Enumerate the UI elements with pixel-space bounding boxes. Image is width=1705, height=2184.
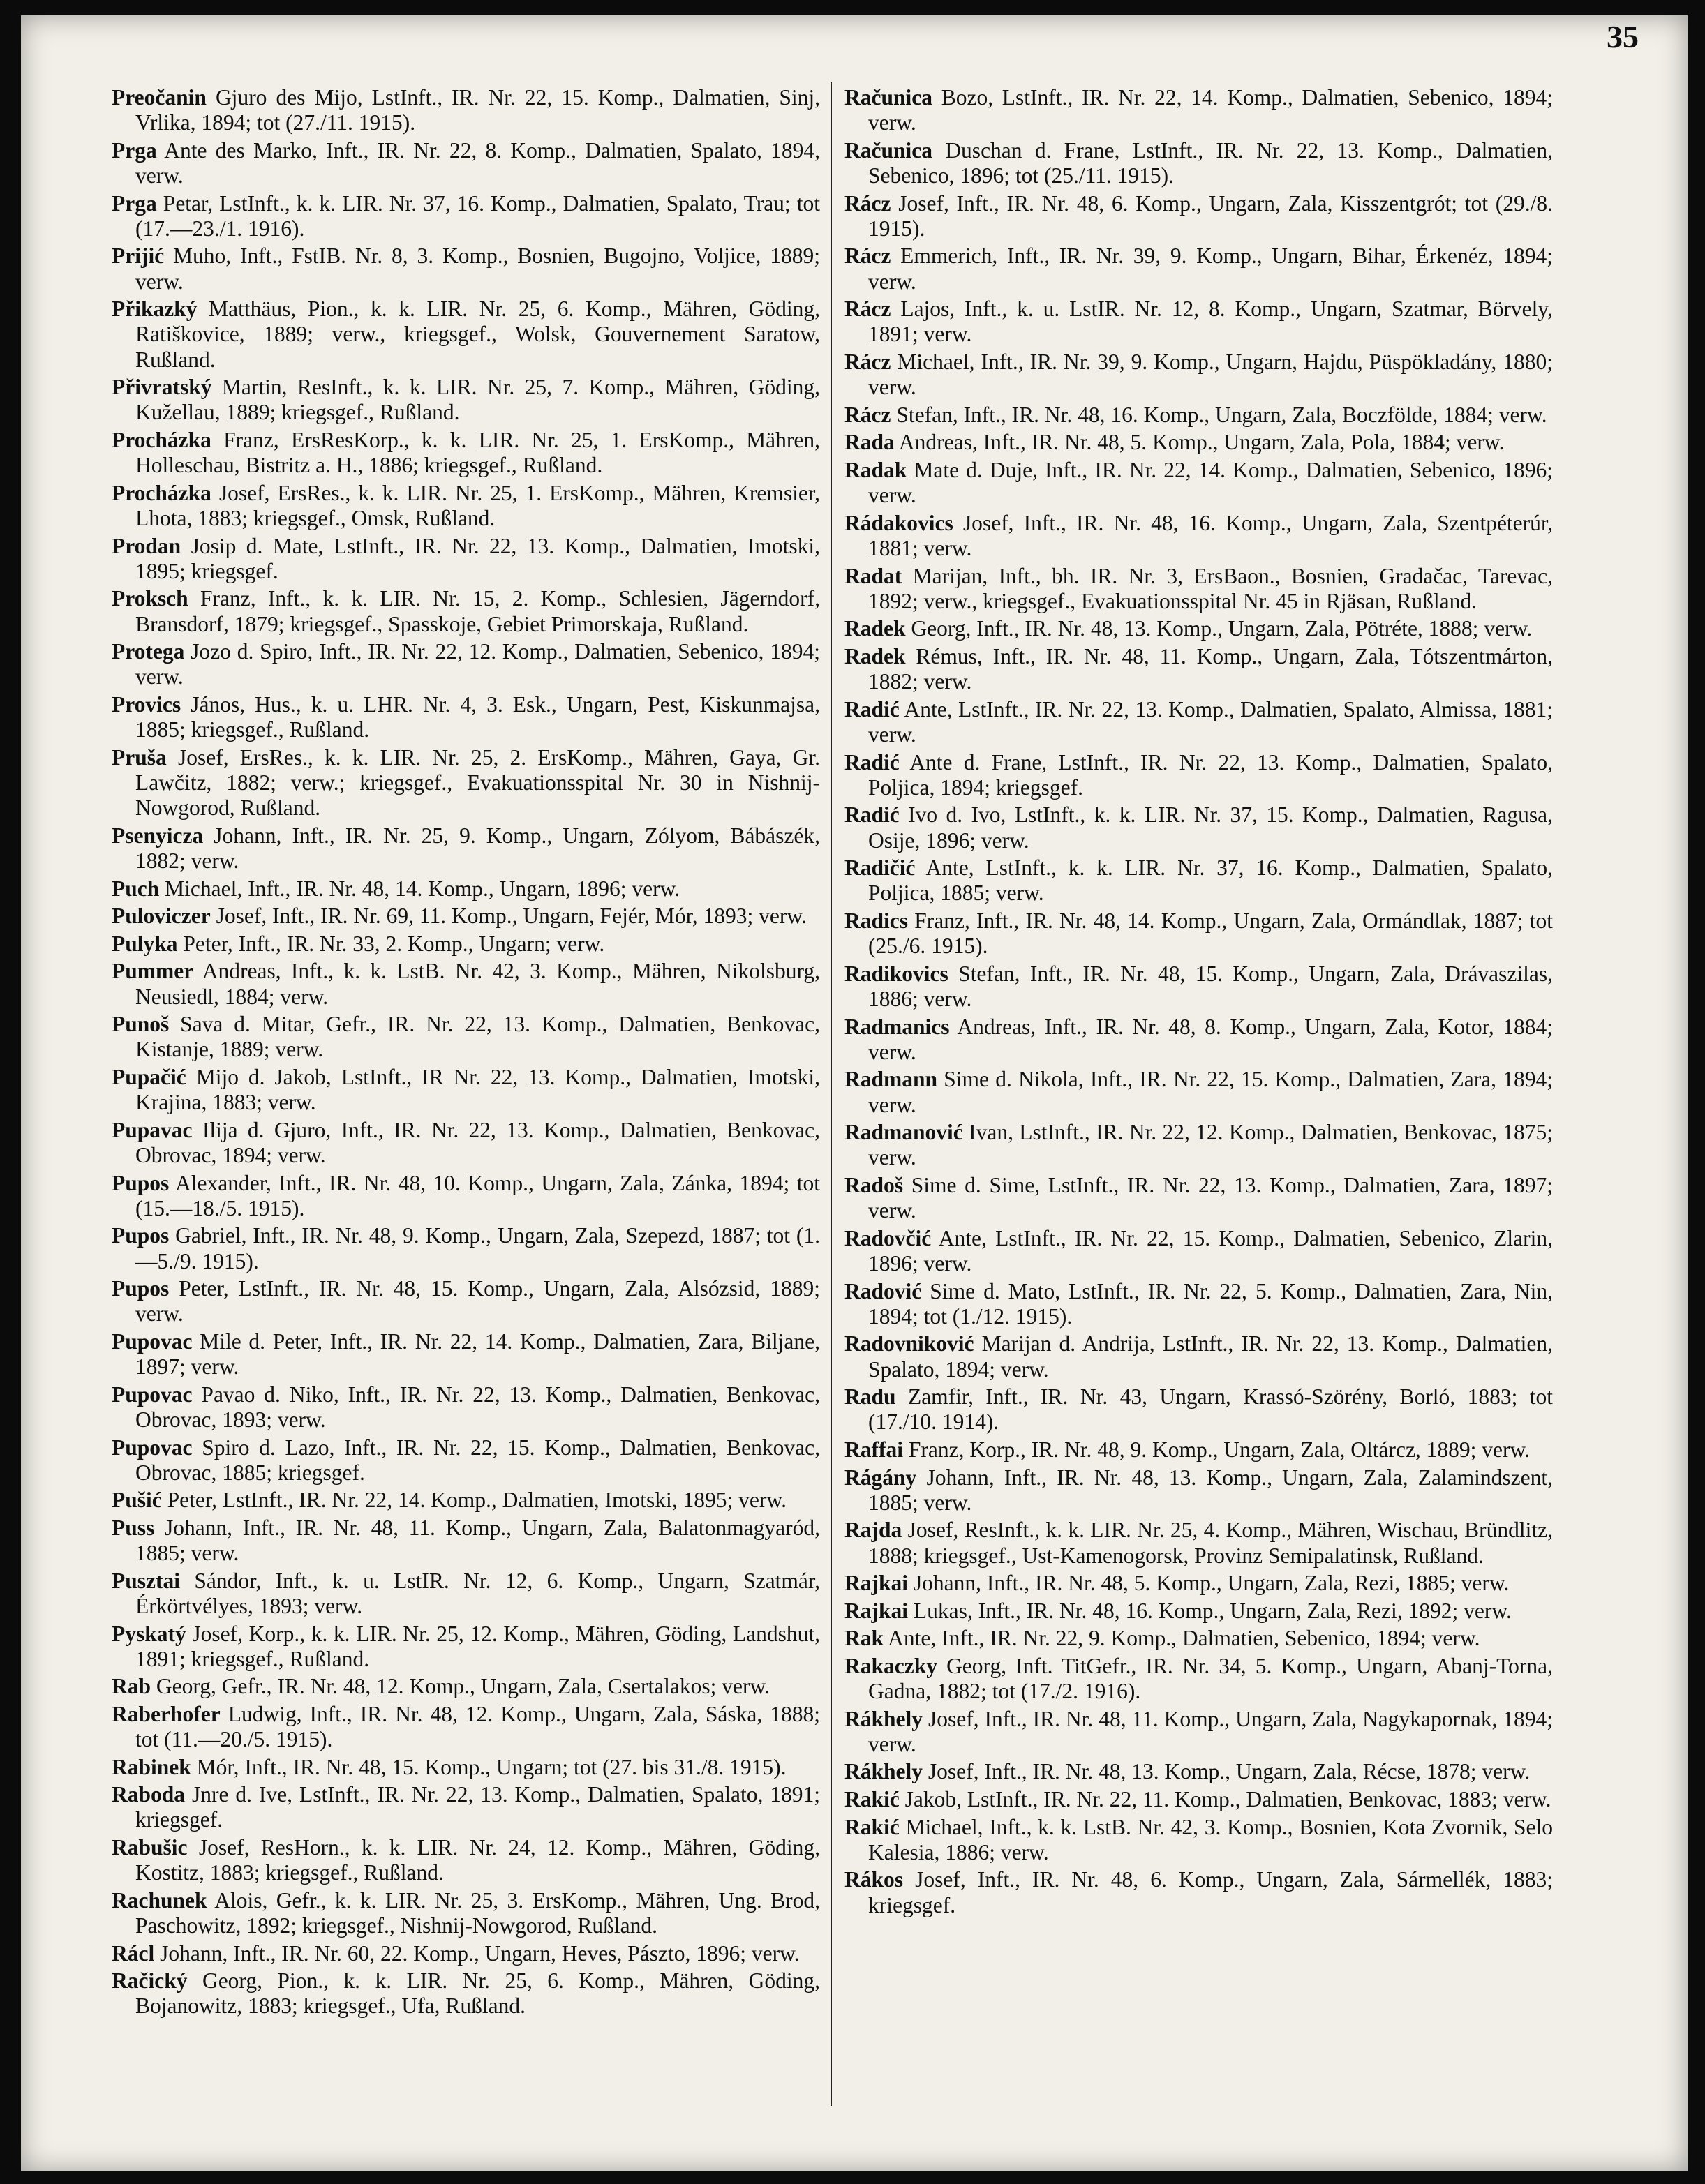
entry-details: Josef, Korp., k. k. LIR. Nr. 25, 12. Komp., Mähren, Göding, Landshut, 1891; kriegsgef., Rußland. [135, 1621, 820, 1671]
list-entry [112, 1516, 820, 1566]
entry-details: Jakob, LstInft., IR. Nr. 22, 11. Komp., Dalmatien, Benkovac, 1883; verw. [904, 1787, 1551, 1812]
list-entry [112, 1782, 820, 1832]
entry-details: Ante, Inft., IR. Nr. 22, 9. Komp., Dalmatien, Sebenico, 1894; verw. [888, 1626, 1480, 1651]
entry-details: Josef, Inft., IR. Nr. 69, 11. Komp., Ungarn, Fejér, Mór, 1893; verw. [216, 904, 807, 929]
entry-surname: Přikazký [112, 297, 198, 322]
list-entry [112, 191, 820, 241]
list-entry [112, 1488, 820, 1513]
entry-details: Mór, Inft., IR. Nr. 48, 15. Komp., Ungarn; tot (27. bis 31./8. 1915). [196, 1754, 787, 1779]
list-entry [844, 802, 1553, 853]
entry-details: Georg, Pion., k. k. LIR. Nr. 25, 6. Komp., Mähren, Göding, Bojanowitz, 1883; kriegsgef., Ufa, Rußland. [135, 1968, 821, 2019]
entry-surname: Rachunek [112, 1887, 207, 1913]
entry-details: Mate d. Duje, Inft., IR. Nr. 22, 14. Komp., Dalmatien, Sebenico, 1896; verw. [868, 457, 1553, 508]
entry-details: Josef, Inft., IR. Nr. 48, 11. Komp., Ungarn, Zala, Nagykapornak, 1894; verw. [868, 1706, 1553, 1756]
entry-surname: Radmann [844, 1067, 938, 1092]
entry-details: Stefan, Inft., IR. Nr. 48, 15. Komp., Ungarn, Zala, Drávaszilas, 1886; verw. [868, 961, 1554, 1011]
entry-details: Josef, Inft., IR. Nr. 48, 16. Komp., Ungarn, Zala, Szentpéterúr, 1881; verw. [868, 510, 1553, 560]
column-divider [831, 82, 832, 2106]
entry-surname: Pupos [112, 1223, 170, 1248]
list-entry [112, 1835, 820, 1885]
entry-surname: Pupačić [112, 1064, 186, 1089]
entry-details: Josef, Inft., IR. Nr. 48, 6. Komp., Ungarn, Zala, Sármellék, 1883; kriegsgef. [868, 1867, 1554, 1917]
entry-surname: Rabušic [112, 1835, 188, 1860]
entry-surname: Pusztai [112, 1568, 180, 1593]
list-entry [112, 1171, 820, 1221]
entry-details: Rémus, Inft., IR. Nr. 48, 11. Komp., Ungarn, Zala, Tótszentmárton, 1882; verw. [868, 643, 1553, 694]
list-entry [844, 616, 1553, 641]
list-entry [112, 1065, 820, 1115]
entry-surname: Rabinek [112, 1754, 191, 1779]
list-entry [112, 481, 820, 531]
entry-surname: Přivratský [112, 375, 212, 400]
list-entry [844, 1654, 1553, 1704]
entry-details: Emmerich, Inft., IR. Nr. 39, 9. Komp., Ungarn, Bihar, Érkenéz, 1894; verw. [868, 244, 1553, 294]
list-entry [844, 1707, 1553, 1757]
list-entry [112, 1888, 820, 1938]
entry-surname: Preočanin [112, 85, 207, 110]
entry-surname: Rab [112, 1674, 151, 1699]
list-entry [844, 1279, 1553, 1329]
entry-details: Ludwig, Inft., IR. Nr. 48, 12. Komp., Ungarn, Zala, Sáska, 1888; tot (11.—20./5. 1915). [135, 1701, 821, 1752]
entry-details: Mile d. Peter, Inft., IR. Nr. 22, 14. Komp., Dalmatien, Zara, Biljane, 1897; verw. [135, 1329, 821, 1379]
entry-surname: Puch [112, 876, 160, 901]
list-entry [112, 244, 820, 294]
entry-details: Ivan, LstInft., IR. Nr. 22, 12. Komp., Dalmatien, Benkovac, 1875; verw. [868, 1120, 1554, 1170]
list-entry [844, 1599, 1553, 1624]
list-entry [844, 1759, 1553, 1784]
entry-details: Georg, Inft. TitGefr., IR. Nr. 34, 5. Komp., Ungarn, Abanj-Torna, Gadna, 1882; tot (17./2. 1916). [868, 1653, 1553, 1704]
list-entry [112, 1941, 820, 1966]
entry-surname: Računica [844, 137, 932, 163]
list-entry [112, 1569, 820, 1619]
entry-details: Ante, LstInft., IR. Nr. 22, 13. Komp., Dalmatien, Spalato, Almissa, 1881; verw. [868, 696, 1553, 747]
list-entry [844, 1867, 1553, 1917]
entry-details: Josip d. Mate, LstInft., IR. Nr. 22, 13. Komp., Dalmatien, Imotski, 1895; kriegsgef. [135, 533, 820, 583]
entry-details: Ivo d. Ivo, LstInft., k. k. LIR. Nr. 37, 15. Komp., Dalmatien, Ragusa, Osije, 1896; verw. [868, 802, 1554, 853]
list-entry [844, 1331, 1553, 1382]
entry-surname: Rakić [844, 1814, 900, 1839]
entry-details: Bozo, LstInft., IR. Nr. 22, 14. Komp., Dalmatien, Sebenico, 1894; verw. [868, 85, 1554, 135]
entry-details: Peter, LstInft., IR. Nr. 22, 14. Komp., Dalmatien, Imotski, 1895; verw. [167, 1488, 787, 1513]
entry-details: Johann, Inft., IR. Nr. 48, 5. Komp., Ungarn, Zala, Rezi, 1885; verw. [913, 1571, 1510, 1596]
entry-surname: Pulyka [112, 931, 178, 956]
entry-details: Jnre d. Ive, LstInft., IR. Nr. 22, 13. Komp., Dalmatien, Spalato, 1891; kriegsgef. [135, 1782, 821, 1832]
list-entry [844, 1465, 1553, 1516]
entry-surname: Radović [844, 1278, 922, 1303]
entry-surname: Pupovac [112, 1329, 193, 1354]
entry-details: Ante d. Frane, LstInft., IR. Nr. 22, 13. Komp., Dalmatien, Spalato, Poljica, 1894; kriegsgef. [868, 749, 1553, 800]
list-entry [844, 297, 1553, 347]
list-entry [112, 745, 820, 821]
entry-details: Sime d. Nikola, Inft., IR. Nr. 22, 15. Komp., Dalmatien, Zara, 1894; verw. [868, 1067, 1553, 1117]
entry-surname: Radovčić [844, 1225, 932, 1250]
entry-surname: Proksch [112, 586, 188, 611]
entry-details: Peter, LstInft., IR. Nr. 48, 15. Komp., Ungarn, Zala, Alsózsid, 1889; verw. [135, 1276, 821, 1326]
entry-surname: Rácz [844, 402, 891, 427]
list-entry [844, 430, 1553, 455]
entry-details: Johann, Inft., IR. Nr. 25, 9. Komp., Ungarn, Zólyom, Bábászék, 1882; verw. [135, 823, 821, 873]
entry-surname: Rákhely [844, 1706, 923, 1731]
entry-surname: Pummer [112, 959, 194, 984]
entry-surname: Provics [112, 691, 181, 717]
entry-surname: Radmanović [844, 1120, 963, 1145]
entry-surname: Pupos [112, 1170, 170, 1195]
entry-details: Johann, Inft., IR. Nr. 60, 22. Komp., Ungarn, Heves, Pászto, 1896; verw. [160, 1940, 800, 1966]
entry-surname: Rákhely [844, 1759, 923, 1784]
entry-surname: Rajkai [844, 1571, 909, 1596]
list-entry [112, 1755, 820, 1780]
entry-surname: Raffai [844, 1437, 903, 1462]
entry-surname: Raberhofer [112, 1701, 221, 1726]
list-entry [844, 1120, 1553, 1170]
entry-surname: Računica [844, 85, 932, 110]
page-number: 35 [1607, 19, 1639, 54]
entry-details: Mijo d. Jakob, LstInft., IR Nr. 22, 13. Komp., Dalmatien, Imotski, Krajina, 1883; verw. [135, 1064, 821, 1115]
entry-surname: Radić [844, 802, 900, 828]
entry-surname: Rákos [844, 1867, 904, 1892]
entry-surname: Radić [844, 696, 900, 721]
entry-details: Franz, Korp., IR. Nr. 48, 9. Komp., Ungarn, Zala, Oltárcz, 1889; verw. [908, 1437, 1531, 1462]
entry-surname: Procházka [112, 427, 211, 452]
entry-surname: Pupovac [112, 1435, 193, 1460]
entry-surname: Radmanics [844, 1014, 950, 1039]
list-entry [844, 85, 1553, 135]
entry-surname: Pušić [112, 1488, 162, 1513]
entry-details: Josef, Inft., IR. Nr. 48, 13. Komp., Ungarn, Zala, Récse, 1878; verw. [928, 1759, 1531, 1784]
entry-details: Sava d. Mitar, Gefr., IR. Nr. 22, 13. Komp., Dalmatien, Benkovac, Kistanje, 1889; verw. [135, 1012, 820, 1062]
list-entry [112, 1622, 820, 1672]
entry-details: Martin, ResInft., k. k. LIR. Nr. 25, 7. Komp., Mähren, Göding, Kužellau, 1889; kriegsgef., Rußland. [135, 375, 820, 425]
entry-details: Sime d. Mato, LstInft., IR. Nr. 22, 5. Komp., Dalmatien, Zara, Nin, 1894; tot (1./12. 1915). [868, 1278, 1554, 1329]
list-entry [844, 1571, 1553, 1596]
list-entry [112, 1674, 820, 1699]
entry-surname: Rádakovics [844, 510, 953, 535]
document-page [21, 15, 1688, 2171]
entry-details: Lukas, Inft., IR. Nr. 48, 16. Komp., Ungarn, Zala, Rezi, 1892; verw. [913, 1598, 1512, 1623]
entry-details: Josef, ResInft., k. k. LIR. Nr. 25, 4. Komp., Mähren, Wischau, Bründlitz, 1888; kriegsgef., Ust-Kamenogorsk, Provinz Semipalatinsk, Rußland. [868, 1518, 1554, 1568]
entry-surname: Prga [112, 137, 157, 163]
entry-details: Marijan, Inft., bh. IR. Nr. 3, ErsBaon., Bosnien, Gradačac, Tarevac, 1892; verw., kriegsgef., Evakuationsspital Nr. 45 in Rjäsan, Rußland. [868, 563, 1553, 613]
entry-details: Duschan d. Frane, LstInft., IR. Nr. 22, 13. Komp., Dalmatien, Sebenico, 1896; tot (25./11. 1915). [868, 137, 1554, 188]
list-entry [112, 692, 820, 742]
entry-details: Michael, Inft., IR. Nr. 39, 9. Komp., Ungarn, Hajdu, Püspökladány, 1880; verw. [868, 349, 1553, 400]
entry-details: Georg, Gefr., IR. Nr. 48, 12. Komp., Ungarn, Zala, Csertalakos; verw. [156, 1674, 770, 1699]
entry-surname: Protega [112, 639, 185, 664]
entry-surname: Rakić [844, 1787, 900, 1812]
list-entry [112, 932, 820, 957]
list-entry [112, 375, 820, 425]
entry-details: Gabriel, Inft., IR. Nr. 48, 9. Komp., Ungarn, Zala, Szepezd, 1887; tot (1.—5./9. 1915). [135, 1223, 820, 1273]
entry-details: Zamfir, Inft., IR. Nr. 43, Ungarn, Krassó-Szörény, Borló, 1883; tot (17./10. 1914). [868, 1384, 1553, 1435]
entry-surname: Pupos [112, 1276, 170, 1301]
entry-surname: Prodan [112, 533, 181, 558]
entry-surname: Rágány [844, 1465, 917, 1490]
entry-details: Sándor, Inft., k. u. LstIR. Nr. 12, 6. Komp., Ungarn, Szatmár, Érkörtvélyes, 1893; verw. [135, 1568, 821, 1618]
list-entry [112, 138, 820, 188]
entry-details: Franz, Inft., k. k. LIR. Nr. 15, 2. Komp., Schlesien, Jägerndorf, Bransdorf, 1879; kriegsgef., Spasskoje, Gebiet Primorskaja, Rußland. [135, 586, 821, 636]
left-column [112, 85, 820, 2021]
list-entry [844, 750, 1553, 800]
entry-details: Stefan, Inft., IR. Nr. 48, 16. Komp., Ungarn, Zala, Boczfölde, 1884; verw. [896, 402, 1547, 427]
entry-details: Marijan d. Andrija, LstInft., IR. Nr. 22, 13. Komp., Dalmatien, Spalato, 1894; verw. [868, 1331, 1553, 1382]
entry-details: Lajos, Inft., k. u. LstIR. Nr. 12, 8. Komp., Ungarn, Szatmar, Börvely, 1891; verw. [868, 297, 1553, 347]
entry-surname: Rácz [844, 349, 891, 374]
entry-surname: Prijić [112, 244, 165, 269]
entry-surname: Rakaczky [844, 1653, 937, 1678]
list-entry [844, 1067, 1553, 1117]
list-entry [112, 1223, 820, 1273]
list-entry [844, 855, 1553, 906]
list-entry [844, 1626, 1553, 1651]
list-entry [112, 1382, 820, 1433]
entry-surname: Radoš [844, 1172, 904, 1197]
entry-surname: Rak [844, 1626, 884, 1651]
entry-details: Alois, Gefr., k. k. LIR. Nr. 25, 3. ErsKomp., Mähren, Ung. Brod, Paschowitz, 1892; kriegsgef., Nishnij-Nowgorod, Rußland. [135, 1887, 821, 1938]
entry-details: Pavao d. Niko, Inft., IR. Nr. 22, 13. Komp., Dalmatien, Benkovac, Obrovac, 1893; verw. [135, 1382, 820, 1432]
entry-details: Petar, LstInft., k. k. LIR. Nr. 37, 16. Komp., Dalmatien, Spalato, Trau; tot (17.—23./1. 1916). [135, 190, 820, 241]
entry-surname: Rácz [844, 244, 891, 269]
entry-details: Ante, LstInft., IR. Nr. 22, 15. Komp., Dalmatien, Sebenico, Zlarin, 1896; verw. [868, 1225, 1553, 1276]
list-entry [112, 297, 820, 373]
list-entry [844, 191, 1553, 241]
entry-surname: Psenyicza [112, 823, 204, 848]
entry-details: Josef, ErsRes., k. k. LIR. Nr. 25, 2. ErsKomp., Mähren, Gaya, Gr. Lawčitz, 1882; verw.; kriegsgef., Evakuationsspital Nr. 30 in Nishnij-Nowgorod, Rußland. [135, 745, 820, 821]
entry-surname: Radek [844, 616, 906, 641]
entry-details: Spiro d. Lazo, Inft., IR. Nr. 22, 15. Komp., Dalmatien, Benkovac, Obrovac, 1885; kriegsgef. [135, 1435, 820, 1485]
entry-details: Gjuro des Mijo, LstInft., IR. Nr. 22, 15. Komp., Dalmatien, Sinj, Vrlika, 1894; tot (27./11. 1915). [135, 85, 820, 135]
entry-details: Peter, Inft., IR. Nr. 33, 2. Komp., Ungarn; verw. [183, 931, 605, 956]
entry-surname: Pruša [112, 745, 167, 770]
list-entry [844, 350, 1553, 400]
list-entry [112, 1276, 820, 1326]
entry-surname: Pyskatý [112, 1621, 186, 1646]
list-entry [112, 1118, 820, 1168]
entry-details: Alexander, Inft., IR. Nr. 48, 10. Komp., Ungarn, Zala, Zánka, 1894; tot (15.—18./5. 1915). [135, 1170, 820, 1220]
entry-surname: Raboda [112, 1782, 186, 1807]
list-entry [112, 823, 820, 874]
entry-surname: Punoš [112, 1012, 170, 1037]
entry-surname: Radics [844, 908, 909, 933]
entry-details: Josef, ResHorn., k. k. LIR. Nr. 24, 12. Komp., Mähren, Göding, Kostitz, 1883; kriegsgef., Rußland. [135, 1835, 820, 1885]
list-entry [844, 511, 1553, 561]
list-entry [844, 1815, 1553, 1865]
entry-surname: Rácz [844, 297, 891, 322]
list-entry [844, 564, 1553, 614]
entry-surname: Prga [112, 190, 157, 216]
entry-surname: Radić [844, 749, 900, 775]
entry-details: Franz, Inft., IR. Nr. 48, 14. Komp., Ungarn, Zala, Ormándlak, 1887; tot (25./6. 1915). [868, 908, 1553, 959]
list-entry [844, 1437, 1553, 1463]
entry-details: Franz, ErsResKorp., k. k. LIR. Nr. 25, 1. ErsKomp., Mähren, Holleschau, Bistritz a. H., 1886; kriegsgef., Rußland. [135, 427, 821, 478]
entry-surname: Radat [844, 563, 902, 588]
list-entry [112, 639, 820, 689]
entry-surname: Radovniković [844, 1331, 974, 1356]
entry-surname: Radek [844, 643, 906, 668]
entry-surname: Rada [844, 430, 895, 455]
list-entry [844, 1226, 1553, 1276]
list-entry [844, 244, 1553, 294]
entry-details: Sime d. Sime, LstInft., IR. Nr. 22, 13. Komp., Dalmatien, Zara, 1897; verw. [868, 1172, 1554, 1223]
entry-details: Andreas, Inft., IR. Nr. 48, 8. Komp., Ungarn, Zala, Kotor, 1884; verw. [868, 1014, 1553, 1064]
list-entry [844, 1015, 1553, 1065]
list-entry [112, 959, 820, 1009]
entry-surname: Račický [112, 1968, 188, 1994]
list-entry [112, 1329, 820, 1379]
list-entry [844, 644, 1553, 694]
list-entry [844, 138, 1553, 188]
entry-details: Michael, Inft., k. k. LstB. Nr. 42, 3. Komp., Bosnien, Kota Zvornik, Selo Kalesia, 1886; verw. [868, 1814, 1554, 1864]
list-entry [112, 1968, 820, 2019]
entry-surname: Rácz [844, 190, 891, 216]
entry-details: Andreas, Inft., k. k. LstB. Nr. 42, 3. Komp., Mähren, Nikolsburg, Neusiedl, 1884; verw. [135, 959, 821, 1009]
entry-surname: Radak [844, 457, 907, 482]
entry-details: Andreas, Inft., IR. Nr. 48, 5. Komp., Ungarn, Zala, Pola, 1884; verw. [898, 430, 1505, 455]
list-entry [844, 962, 1553, 1012]
entry-details: Michael, Inft., IR. Nr. 48, 14. Komp., Ungarn, 1896; verw. [165, 876, 680, 901]
list-entry [844, 403, 1553, 428]
entry-surname: Rácl [112, 1940, 155, 1966]
entry-surname: Rajda [844, 1518, 902, 1543]
entry-details: Ante des Marko, Inft., IR. Nr. 22, 8. Komp., Dalmatien, Spalato, 1894, verw. [135, 137, 820, 188]
list-entry [112, 1435, 820, 1486]
right-column [844, 85, 1553, 1920]
list-entry [112, 876, 820, 902]
list-entry [844, 1173, 1553, 1223]
list-entry [112, 85, 820, 135]
entry-surname: Radikovics [844, 961, 948, 986]
entry-details: Ante, LstInft., k. k. LIR. Nr. 37, 16. Komp., Dalmatien, Spalato, Poljica, 1885; verw. [868, 855, 1554, 906]
list-entry [112, 1012, 820, 1062]
entry-details: Ilija d. Gjuro, Inft., IR. Nr. 22, 13. Komp., Dalmatien, Benkovac, Obrovac, 1894; verw. [135, 1117, 821, 1167]
list-entry [844, 697, 1553, 747]
list-entry [844, 1384, 1553, 1435]
entry-details: Josef, ErsRes., k. k. LIR. Nr. 25, 1. ErsKomp., Mähren, Kremsier, Lhota, 1883; kriegsgef., Omsk, Rußland. [135, 480, 820, 530]
entry-details: Josef, Inft., IR. Nr. 48, 6. Komp., Ungarn, Zala, Kisszentgrót; tot (29./8. 1915). [868, 190, 1553, 241]
entry-surname: Pupavac [112, 1117, 193, 1142]
entry-surname: Puloviczer [112, 904, 211, 929]
entry-surname: Procházka [112, 480, 211, 505]
list-entry [112, 586, 820, 636]
list-entry [844, 458, 1553, 508]
list-entry [112, 534, 820, 584]
entry-surname: Rajkai [844, 1598, 909, 1623]
list-entry [844, 1787, 1553, 1812]
entry-surname: Puss [112, 1515, 155, 1540]
entry-surname: Radu [844, 1384, 896, 1409]
list-entry [844, 908, 1553, 959]
entry-surname: Radičić [844, 855, 916, 881]
entry-details: Johann, Inft., IR. Nr. 48, 13. Komp., Ungarn, Zala, Zalamindszent, 1885; verw. [868, 1465, 1554, 1515]
entry-details: Jozo d. Spiro, Inft., IR. Nr. 22, 12. Komp., Dalmatien, Sebenico, 1894; verw. [135, 639, 820, 689]
entry-details: Muho, Inft., FstIB. Nr. 8, 3. Komp., Bosnien, Bugojno, Voljice, 1889; verw. [135, 244, 821, 294]
entry-details: Matthäus, Pion., k. k. LIR. Nr. 25, 6. Komp., Mähren, Göding, Ratiškovice, 1889; verw., kriegsgef., Wolsk, Gouvernement Saratow, Rußland. [135, 297, 820, 372]
list-entry [112, 428, 820, 478]
entry-details: János, Hus., k. u. LHR. Nr. 4, 3. Esk., Ungarn, Pest, Kiskunmajsa, 1885; kriegsgef., Rußland. [135, 691, 821, 742]
list-entry [844, 1518, 1553, 1568]
list-entry [112, 904, 820, 929]
entry-surname: Pupovac [112, 1382, 193, 1407]
entry-details: Johann, Inft., IR. Nr. 48, 11. Komp., Ungarn, Zala, Balatonmagyaród, 1885; verw. [135, 1515, 820, 1566]
entry-details: Georg, Inft., IR. Nr. 48, 13. Komp., Ungarn, Zala, Pötréte, 1888; verw. [911, 616, 1533, 641]
list-entry [112, 1702, 820, 1752]
